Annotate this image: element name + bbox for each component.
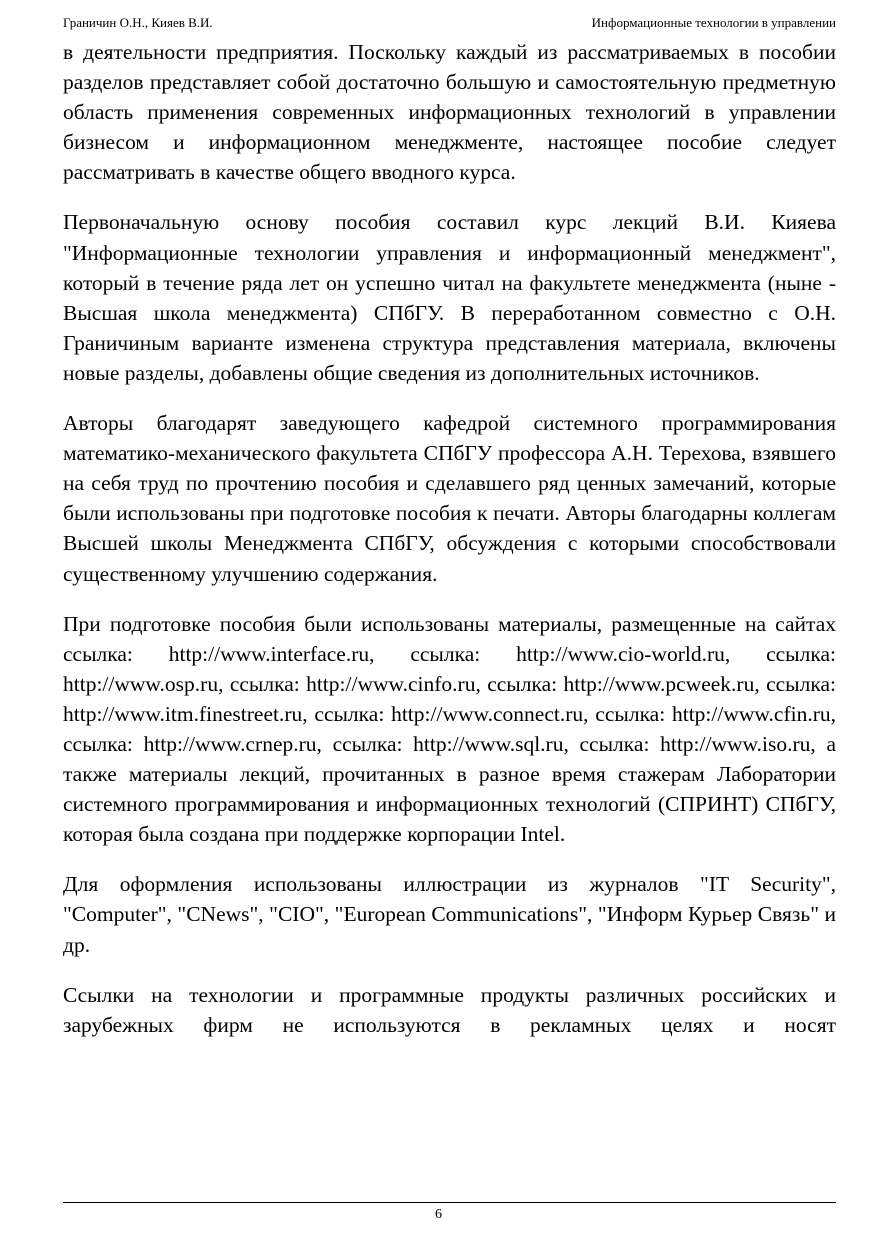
page-number: 6 [435, 1207, 442, 1222]
paragraph-acknowledgements: Авторы благодарят заведующего кафедрой системного программирования математико-механического факультета СПбГУ профессора А.Н. Терехова, взявшего на себя труд по прочтению пособия и сделавшего ряд ценных замечаний, которые были использованы при подготовке пособия к печати. Авторы благодарны коллегам Высшей школы Менеджмента СПбГУ, обсуждения с которыми способствовали существенному улучшению содержания. [63, 411, 836, 586]
page-body [63, 37, 836, 1060]
paragraph-course-origin: Первоначальную основу пособия составил курс лекций В.И. Кияева "Информационные технологии управления и информационный менеджмент", который в течение ряда лет он успешно читал на факультете менеджмента (ныне - Высшая школа менеджмента) СПбГУ. В переработанном совместно с О.Н. Граничиным варианте изменена структура представления материала, включены новые разделы, добавлены общие сведения из дополнительных источников. [63, 210, 836, 385]
paragraph-references-note: Ссылки на технологии и программные продукты различных российских и зарубежных фирм не используются в рекламных целях и носят [63, 982, 836, 1037]
footer-divider [63, 1202, 836, 1203]
paragraph-sources: При подготовке пособия были использованы материалы, размещенные на сайтах ссылка: http://www.interface.ru, ссылка: http://www.cio-world.ru, ссылка: http://www.osp.ru, ссылка: http://www.cinfo.ru, ссылка: http://www.pcweek.ru, ссылка: http://www.itm.finestreet.ru, ссылка: http://www.connect.ru, ссылка: http://www.cfin.ru, ссылка: http://www.crnep.ru, ссылка: http://www.sql.ru, ссылка: http://www.iso.ru, а также материалы лекций, прочитанных в разное время стажерам Лаборатории системного программирования и информационных технологий (СПРИНТ) СПбГУ, которая была создана при поддержке корпорации Intel. [63, 611, 836, 847]
paragraph-illustrations: Для оформления использованы иллюстрации из журналов "IT Security", "Computer", "CNews", "CIO", "European Communications", "Информ Курьер Связь" и др. [63, 872, 836, 957]
paragraph-intro-continuation: в деятельности предприятия. Поскольку каждый из рассматриваемых в пособии разделов представляет собой достаточно большую и самостоятельную предметную область применения современных информационных технологий в управлении бизнесом и информационном менеджменте, настоящее пособие следует рассматривать в качестве общего вводного курса. [63, 40, 836, 185]
header-authors: Граничин О.Н., Кияев В.И. [63, 15, 213, 30]
header-title: Информационные технологии в управлении [591, 15, 836, 30]
running-header [63, 14, 836, 32]
